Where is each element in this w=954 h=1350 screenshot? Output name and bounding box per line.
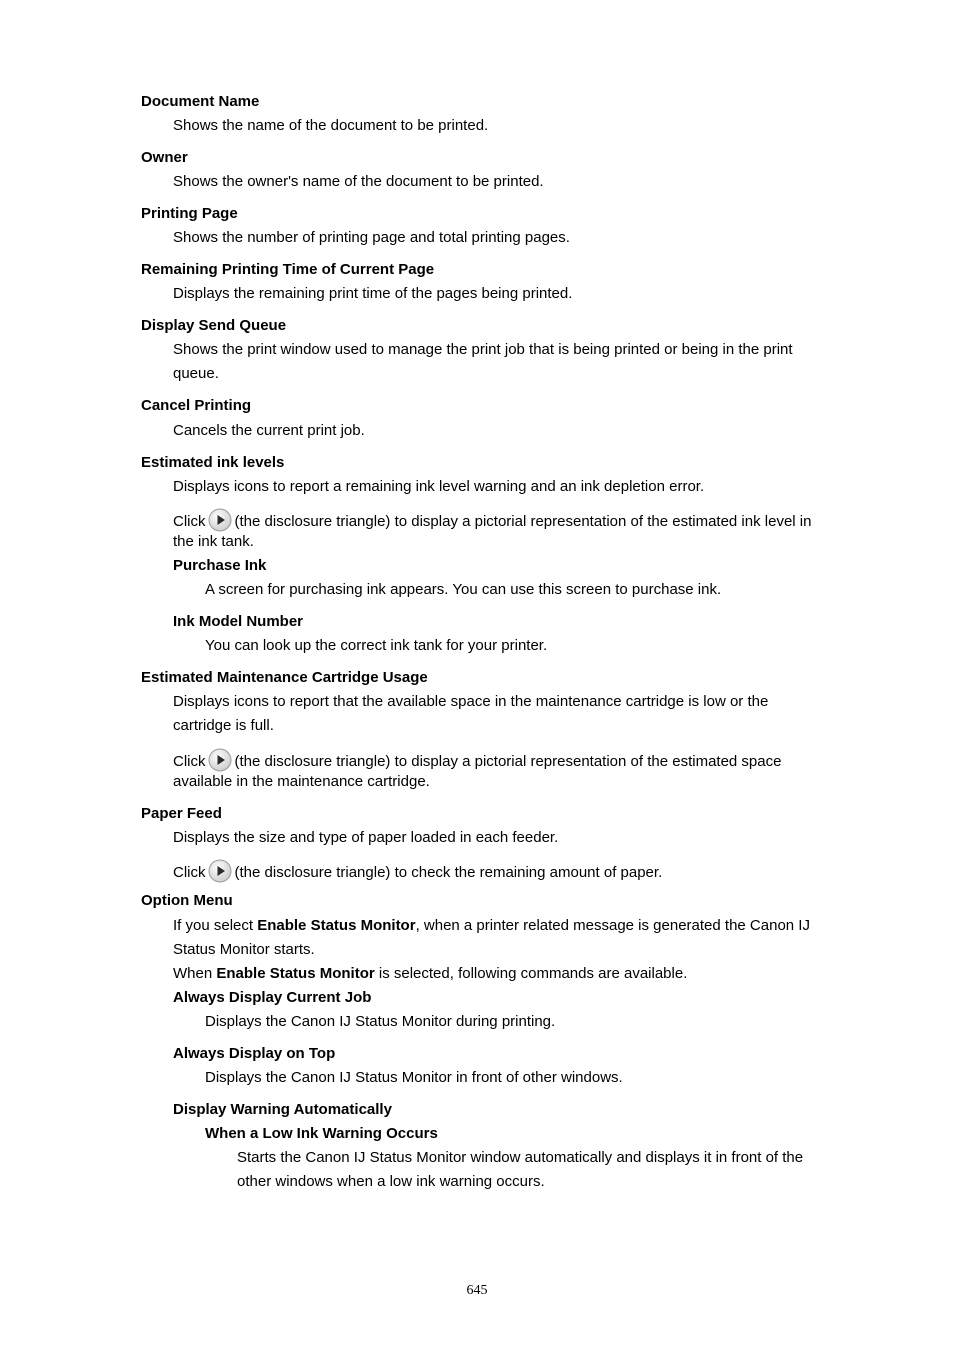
on-top-desc: Displays the Canon IJ Status Monitor in front of other windows.: [205, 1069, 623, 1086]
current-job-desc: Displays the Canon IJ Status Monitor during printing.: [205, 1013, 556, 1030]
owner-heading: Owner: [141, 149, 188, 166]
printing-page-desc: Shows the number of printing page and total printing pages.: [173, 229, 570, 246]
text-fragment: is selected, following commands are available.: [374, 965, 688, 982]
click-word: Click: [173, 753, 206, 770]
send-queue-desc-line1: Shows the print window used to manage the print job that is being printed or being in the print: [173, 341, 793, 358]
ink-levels-heading: Estimated ink levels: [141, 454, 285, 471]
enable-status-monitor-term: Enable Status Monitor: [257, 917, 416, 934]
option-menu-line2: Status Monitor starts.: [173, 941, 315, 958]
option-menu-heading: Option Menu: [141, 892, 233, 909]
maintenance-click-line2: available in the maintenance cartridge.: [173, 773, 430, 790]
warning-heading: Display Warning Automatically: [173, 1101, 392, 1118]
document-name-heading: Document Name: [141, 93, 260, 110]
page-number: 645: [466, 1283, 488, 1298]
click-explanation: (the disclosure triangle) to check the remaining amount of paper.: [234, 864, 663, 881]
printing-page-heading: Printing Page: [141, 205, 238, 222]
purchase-ink-desc: A screen for purchasing ink appears. You can use this screen to purchase ink.: [205, 581, 722, 598]
ink-model-heading: Ink Model Number: [173, 613, 304, 630]
text-fragment: , when a printer related message is generated the Canon IJ: [415, 917, 810, 934]
text-fragment: If you select: [173, 917, 258, 934]
on-top-heading: Always Display on Top: [173, 1045, 336, 1062]
low-ink-desc-line2: other windows when a low ink warning occurs.: [237, 1173, 545, 1190]
ink-levels-desc: Displays icons to report a remaining ink level warning and an ink depletion error.: [173, 478, 705, 495]
paper-feed-click-line: [173, 859, 662, 883]
ink-levels-click-line2: the ink tank.: [173, 533, 254, 550]
remaining-time-desc: Displays the remaining print time of the pages being printed.: [173, 285, 573, 302]
click-word: Click: [173, 864, 206, 881]
disclosure-triangle-icon[interactable]: [208, 508, 232, 532]
remaining-time-heading: Remaining Printing Time of Current Page: [141, 261, 435, 278]
owner-desc: Shows the owner's name of the document to be printed.: [173, 173, 544, 190]
document-name-desc: Shows the name of the document to be printed.: [173, 117, 489, 134]
option-menu-line3: [173, 964, 687, 984]
disclosure-triangle-icon[interactable]: [208, 748, 232, 772]
maintenance-desc-line1: Displays icons to report that the available space in the maintenance cartridge is low or the: [173, 693, 769, 710]
purchase-ink-heading: Purchase Ink: [173, 557, 267, 574]
text-fragment: When: [173, 965, 217, 982]
current-job-heading: Always Display Current Job: [173, 989, 372, 1006]
low-ink-desc-line1: Starts the Canon IJ Status Monitor window automatically and displays it in front of the: [237, 1149, 804, 1166]
maintenance-click-line: [173, 748, 781, 772]
ink-levels-click-line: [173, 508, 811, 532]
maintenance-heading: Estimated Maintenance Cartridge Usage: [141, 669, 428, 686]
maintenance-desc-line2: cartridge is full.: [173, 717, 274, 734]
click-explanation: (the disclosure triangle) to display a pictorial representation of the estimated space: [234, 753, 782, 770]
click-word: Click: [173, 513, 206, 530]
send-queue-desc-line2: queue.: [173, 365, 219, 382]
paper-feed-heading: Paper Feed: [141, 805, 222, 822]
cancel-printing-heading: Cancel Printing: [141, 397, 252, 414]
enable-status-monitor-term: Enable Status Monitor: [216, 965, 375, 982]
click-explanation: (the disclosure triangle) to display a pictorial representation of the estimated ink level in: [234, 513, 812, 530]
low-ink-heading: When a Low Ink Warning Occurs: [205, 1125, 438, 1142]
ink-model-desc: You can look up the correct ink tank for your printer.: [205, 637, 548, 654]
cancel-printing-desc: Cancels the current print job.: [173, 422, 365, 439]
paper-feed-desc: Displays the size and type of paper loaded in each feeder.: [173, 829, 559, 846]
disclosure-triangle-icon[interactable]: [208, 859, 232, 883]
send-queue-heading: Display Send Queue: [141, 317, 287, 334]
option-menu-line1: [173, 916, 810, 936]
